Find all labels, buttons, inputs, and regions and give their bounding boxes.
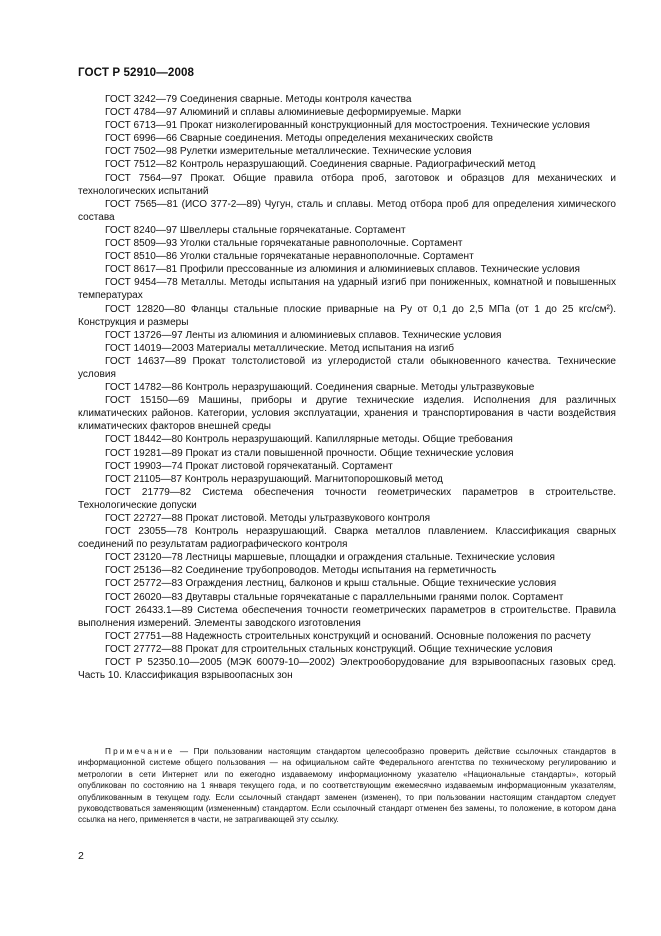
- reference-item: ГОСТ 18442—80 Контроль неразрушающий. Капиллярные методы. Общие требования: [105, 434, 513, 446]
- reference-item: ГОСТ 22727—88 Прокат листовой. Методы ультразвукового контроля: [105, 513, 431, 524]
- reference-item: ГОСТ 12820—80 Фланцы стальные плоские приварные на Pу от 0,1 до 2,5 МПа (от 1 до 25 кгс/см²). Конструкция и размеры: [78, 303, 616, 328]
- reference-item: ГОСТ 23120—78 Лестницы маршевые, площадки и ограждения стальные. Технические условия: [105, 552, 555, 564]
- reference-item: ГОСТ 21105—87 Контроль неразрушающий. Магнитопорошковый метод: [105, 473, 443, 485]
- reference-item: ГОСТ 8509—93 Уголки стальные горячекатаные равнополочные. Сортамент: [105, 238, 463, 250]
- reference-item: ГОСТ 14637—89 Прокат толстолистовой из углеродистой стали обыкновенного качества. Технические условия: [78, 355, 616, 380]
- reference-item: ГОСТ 7502—98 Рулетки измерительные металлические. Технические условия: [105, 146, 472, 158]
- note-paragraph: [78, 746, 616, 826]
- page-number: 2: [78, 850, 84, 862]
- reference-item: ГОСТ 7564—97 Прокат. Общие правила отбора проб, заготовок и образцов для механических и технологических испытаний: [78, 172, 616, 197]
- reference-item: ГОСТ 6996—66 Сварные соединения. Методы определения механических свойств: [105, 133, 494, 145]
- reference-item: ГОСТ 15150—69 Машины, приборы и другие технические изделия. Исполнения для различных климатических районов. Категории, условия эксплуатации, хранения и транспортирования в части воздействия климатических факторов внешней среды: [78, 395, 616, 433]
- note-label: Примечание: [105, 747, 175, 756]
- reference-item: ГОСТ 4784—97 Алюминий и сплавы алюминиевые деформируемые. Марки: [105, 107, 462, 119]
- reference-item: ГОСТ Р 52350.10—2005 (МЭК 60079-10—2002) Электрооборудование для взрывоопасных газовых сред. Часть 10. Классификация взрывоопасных зон: [78, 657, 616, 682]
- reference-item: ГОСТ 27751—88 Надежность строительных конструкций и оснований. Основные положения по расчету: [105, 630, 591, 642]
- reference-item: ГОСТ 14782—86 Контроль неразрушающий. Соединения сварные. Методы ультразвуковые: [105, 382, 535, 394]
- reference-item: ГОСТ 14019—2003 Материалы металлические. Метод испытания на изгиб: [105, 342, 455, 354]
- reference-item: ГОСТ 6713—91 Прокат низколегированный конструкционный для мостостроения. Технические условия: [105, 120, 590, 132]
- reference-item: ГОСТ 26433.1—89 Система обеспечения точности геометрических параметров в строительстве. Правила выполнения измерений. Элементы заводского изготовления: [78, 604, 616, 629]
- reference-item: ГОСТ 25772—83 Ограждения лестниц, балконов и крыш стальные. Общие технические условия: [105, 578, 557, 590]
- note-text: — При пользовании настоящим стандартом целесообразно проверить действие ссылочных стандартов в информационной системе общего пользования — на официальном сайте Федерального агентства по техническому регулированию и метрологии в сети Интернет или по ежегодно издаваемому информационному указателю «Национальные стандарты», который опубликован по состоянию на 1 января текущего года, и по соответствующим ежемесячно издаваемым информационным указателям, опубликованным в текущем году. Если ссылочный стандарт заменен (изменен), то при пользовании настоящим стандартом следует руководствоваться заменяющим (измененным) стандартом. Если ссылочный стандарт отменен без замены, то положение, в котором дана ссылка на него, применяется в части, не затрагивающей эту ссылку.: [78, 747, 616, 825]
- normative-references-list: [78, 93, 616, 682]
- reference-item: ГОСТ 19281—89 Прокат из стали повышенной прочности. Общие технические условия: [105, 447, 514, 459]
- reference-item: ГОСТ 19903—74 Прокат листовой горячекатаный. Сортамент: [105, 460, 393, 472]
- reference-item: ГОСТ 7512—82 Контроль неразрушающий. Соединения сварные. Радиографический метод: [105, 159, 536, 171]
- note-block: [78, 746, 616, 826]
- reference-item: ГОСТ 26020—83 Двутавры стальные горячекатаные с параллельными гранями полок. Сортамент: [105, 591, 564, 603]
- document-header: ГОСТ Р 52910—2008: [78, 66, 195, 79]
- reference-item: ГОСТ 7565—81 (ИСО 377-2—89) Чугун, сталь и сплавы. Метод отбора проб для определения химического состава: [78, 198, 616, 223]
- reference-item: ГОСТ 21779—82 Система обеспечения точности геометрических параметров в строительстве. Технологические допуски: [78, 486, 616, 511]
- reference-item: ГОСТ 8510—86 Уголки стальные горячекатаные неравнополочные. Сортамент: [105, 251, 474, 263]
- reference-item: ГОСТ 9454—78 Металлы. Методы испытания на ударный изгиб при пониженных, комнатной и повышенных температурах: [78, 277, 616, 302]
- reference-item: ГОСТ 27772—88 Прокат для строительных стальных конструкций. Общие технические условия: [105, 643, 553, 655]
- reference-item: ГОСТ 8240—97 Швеллеры стальные горячекатаные. Сортамент: [105, 224, 406, 236]
- reference-item: ГОСТ 3242—79 Соединения сварные. Методы контроля качества: [105, 94, 412, 105]
- reference-item: ГОСТ 25136—82 Соединение трубопроводов. Методы испытания на герметичность: [105, 565, 497, 577]
- reference-item: ГОСТ 23055—78 Контроль неразрушающий. Сварка металлов плавлением. Классификация сварных соединений по результатам радиографического контроля: [78, 526, 616, 551]
- reference-item: ГОСТ 13726—97 Ленты из алюминия и алюминиевых сплавов. Технические условия: [105, 329, 502, 341]
- reference-item: ГОСТ 8617—81 Профили прессованные из алюминия и алюминиевых сплавов. Технические условия: [105, 264, 580, 276]
